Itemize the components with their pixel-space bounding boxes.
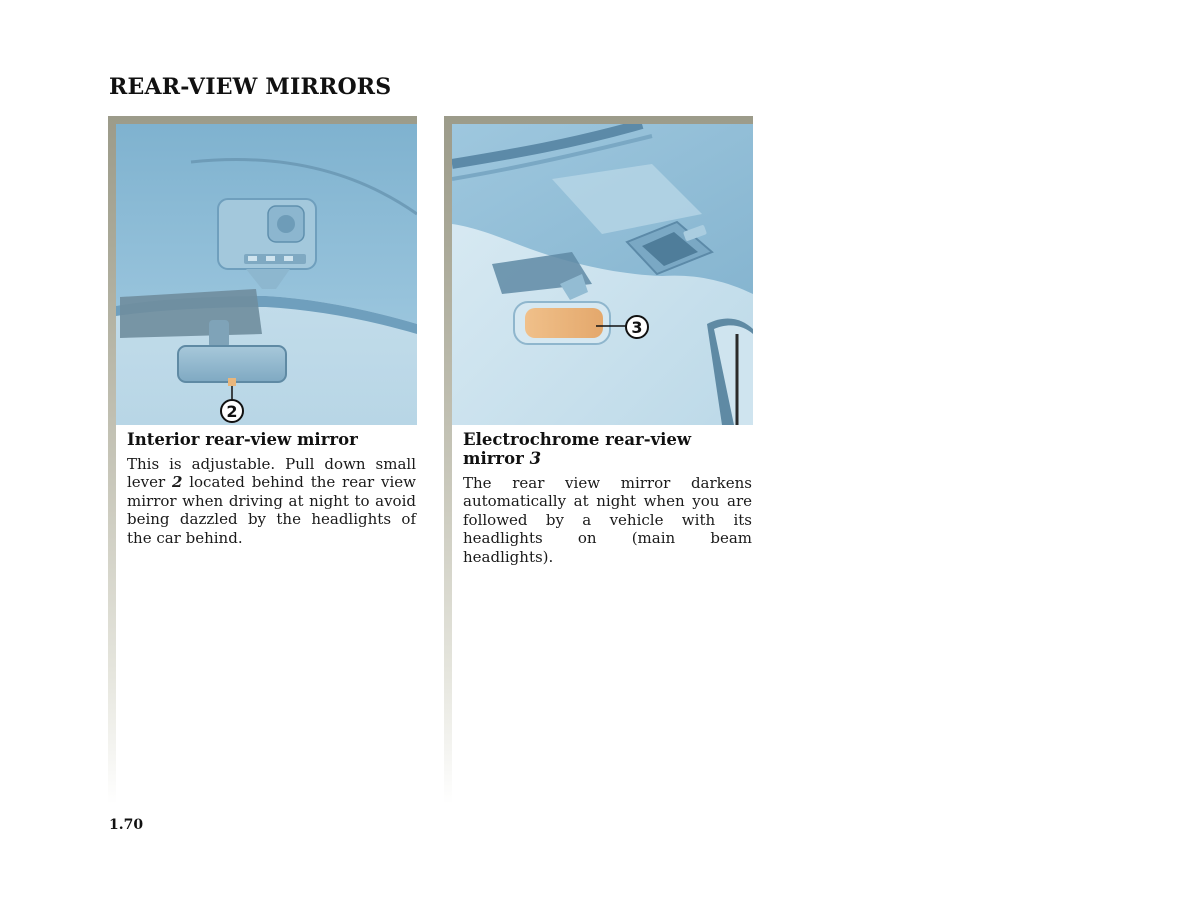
left-text-block (127, 430, 416, 547)
electrochrome-mirror-photo (452, 124, 753, 425)
mirror-reference: 3 (529, 449, 542, 468)
electrochrome-mirror-description: The rear view mirror darkens automatically at night when you are followed by a vehicle with its headlights on (main beam headlights). (463, 474, 752, 566)
left-column (108, 116, 417, 804)
page-number: 1.70 (109, 817, 144, 833)
callout-3: 3 (631, 318, 643, 337)
interior-mirror-description: This is adjustable. Pull down small lever 2 located behind the rear view mirror when driving at night to avoid being dazzled by the headlights of the car behind. (127, 455, 417, 547)
electrochrome-mirror-heading: Electrochrome rear-view mirror 3 (463, 430, 692, 468)
page-title: REAR-VIEW MIRRORS (109, 74, 392, 100)
interior-mirror-photo (116, 124, 417, 425)
right-text-block (463, 430, 752, 566)
lever-reference: 2 (172, 473, 183, 492)
interior-mirror-heading: Interior rear-view mirror (127, 430, 358, 449)
callout-2: 2 (226, 402, 238, 421)
right-column (444, 116, 753, 804)
